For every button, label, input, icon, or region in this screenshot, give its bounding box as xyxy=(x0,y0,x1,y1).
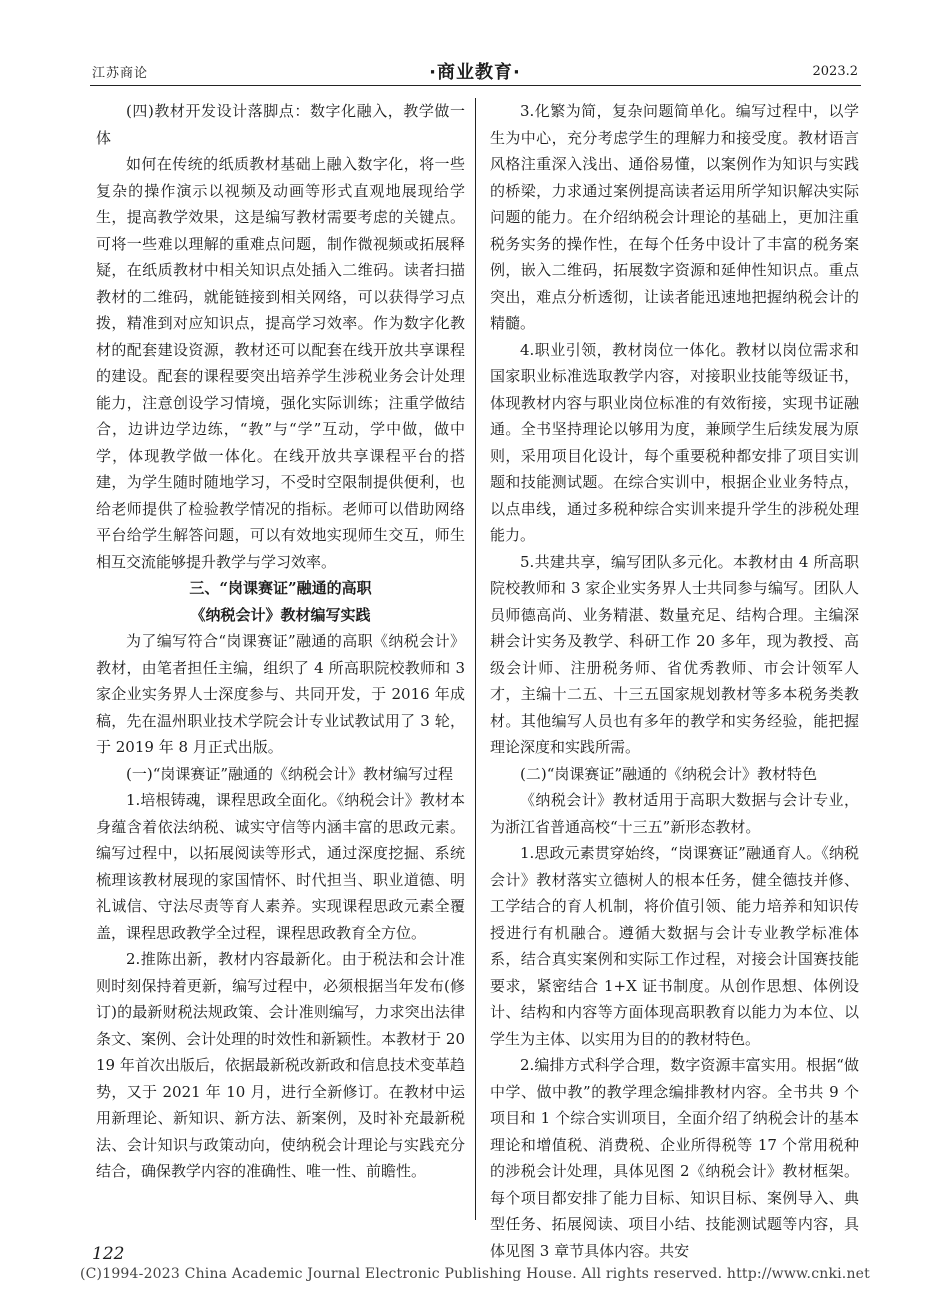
paragraph: 《纳税会计》教材适用于高职大数据与会计专业，为浙江省普通高校“十三五”新形态教材。 xyxy=(490,791,859,836)
paragraph: 为了编写符合“岗课赛证”融通的高职《纳税会计》教材，由笔者担任主编，组织了 4 所高职院校教师和 3 家企业实务界人士深度参与、共同开发，于 2016 年成稿，先在温州职业技术学院会计专业试教试用了 3 轮，于 2019 年 8 月正式出版。 xyxy=(96,632,465,756)
right-column xyxy=(490,98,859,1264)
section-title: ·商业教育· xyxy=(429,62,521,83)
left-column xyxy=(96,98,465,1185)
chapter-heading-line-1: 三、“岗课赛证”融通的高职 xyxy=(189,579,372,597)
paragraph: 4.职业引领，教材岗位一体化。教材以岗位需求和国家职业标准选取教学内容，对接职业技能等级证书，体现教材内容与职业岗位标准的有效衔接，实现书证融通。全书坚持理论以够用为度，兼顾学生后续发展为原则，采用项目化设计，每个重要税种都安排了项目实训题和技能测试题。在综合实训中，根据企业业务特点，以点串线，通过多税种综合实训来提升学生的涉税处理能力。 xyxy=(490,340,859,544)
subsection-heading: (一)“岗课赛证”融通的《纳税会计》教材编写过程 xyxy=(126,764,454,783)
chapter-heading-line-2: 《纳税会计》教材编写实践 xyxy=(190,605,371,624)
column-divider xyxy=(475,98,476,1220)
section-4-heading: (四)教材开发设计落脚点：数字化融入，教学做一体 xyxy=(96,102,465,147)
copyright-footer: (C)1994-2023 China Academic Journal Electronic Publishing House. All rights reserved. http://www.cnki.net xyxy=(79,1266,870,1282)
subsection-heading: (二)“岗课赛证”融通的《纳税会计》教材特色 xyxy=(520,764,818,783)
paragraph: 如何在传统的纸质教材基础上融入数字化，将一些复杂的操作演示以视频及动画等形式直观地展现给学生，提高教学效果，这是编写教材需要考虑的关键点。可将一些难以理解的重难点问题，制作微视频或拓展释疑，在纸质教材中相关知识点处插入二维码。读者扫描教材的二维码，就能链接到相关网络，可以获得学习点拨，精准到对应知识点，提高学习效率。作为数字化教材的配套建设资源，教材还可以配套在线开放共享课程的建设。配套的课程要突出培养学生涉税业务会计处理能力，注意创设学习情境，强化实际训练；注重学做结合，边讲边学边练，“教”与“学”互动，学中做，做中学，体现教学做一体化。在线开放共享课程平台的搭建，为学生随时随地学习，不受时空限制提供便利，也给老师提供了检验教学情况的指标。老师可以借助网络平台给学生解答问题，可以有效地实现师生交互，师生相互交流能够提升教学与学习效率。 xyxy=(96,155,465,571)
paragraph: 1.培根铸魂，课程思政全面化。《纳税会计》教材本身蕴含着依法纳税、诚实守信等内涵丰富的思政元素。编写过程中，以拓展阅读等形式，通过深度挖掘、系统梳理该教材展现的家国情怀、时代担当、职业道德、明礼诚信、守法尽责等育人素养。实现课程思政元素全覆盖，课程思政教学全过程，课程思政教育全方位。 xyxy=(96,791,465,942)
header-rule xyxy=(90,85,861,86)
issue-label: 2023.2 xyxy=(812,64,858,79)
page-number: 122 xyxy=(92,1244,125,1264)
paragraph: 2.推陈出新，教材内容最新化。由于税法和会计准则时刻保持着更新，编写过程中，必须根据当年发布(修订)的最新财税法规政策、会计准则编写，力求突出法律条文、案例、会计处理的时效性和新颖性。本教材于 2019 年首次出版后，依据最新税改新政和信息技术变革趋势，又于 2021 年 10 月，进行全新修订。在教材中运用新理论、新知识、新方法、新案例，及时补充最新税法、会计知识与政策动向，使纳税会计理论与实践充分结合，确保教学内容的准确性、唯一性、前瞻性。 xyxy=(96,950,465,1180)
paragraph: 5.共建共享，编写团队多元化。本教材由 4 所高职院校教师和 3 家企业实务界人士共同参与编写。团队人员师德高尚、业务精湛、数量充足、结构合理。主编深耕会计实务及教学、科研工作 20 多年，现为教授、高级会计师、注册税务师、省优秀教师、市会计领军人才，主编十二五、十三五国家规划教材等多本税务类教材。其他编写人员也有多年的教学和实务经验，能把握理论深度和实践所需。 xyxy=(490,552,859,756)
paragraph: 2.编排方式科学合理，数字资源丰富实用。根据“做中学、做中教”的教学理念编排教材内容。全书共 9 个项目和 1 个综合实训项目，全面介绍了纳税会计的基本理论和增值税、消费税、企业所得税等 17 个常用税种的涉税会计处理，具体见图 2《纳税会计》教材框架。每个项目都安排了能力目标、知识目标、案例导入、典型任务、拓展阅读、项目小结、技能测试题等内容，具体见图 3 章节具体内容。共安 xyxy=(490,1056,859,1260)
paragraph: 1.思政元素贯穿始终，“岗课赛证”融通育人。《纳税会计》教材落实立德树人的根本任务，健全德技并修、工学结合的育人机制，将价值引领、能力培养和知识传授进行有机融合。遵循大数据与会计专业教学标准体系，结合真实案例和实际工作过程，对接会计国赛技能要求，紧密结合 1+X 证书制度。从创作思想、体例设计、结构和内容等方面体现高职教育以能力为本位、以学生为主体、以实用为目的的教材特色。 xyxy=(490,844,859,1048)
journal-name: 江苏商论 xyxy=(92,66,149,81)
paragraph: 3.化繁为简，复杂问题简单化。编写过程中，以学生为中心，充分考虑学生的理解力和接受度。教材语言风格注重深入浅出、通俗易懂，以案例作为知识与实践的桥梁，力求通过案例提高读者运用所学知识解决实际问题的能力。在介绍纳税会计理论的基础上，更加注重税务实务的操作性，在每个任务中设计了丰富的税务案例，嵌入二维码，拓展数字资源和延伸性知识点。重点突出，难点分析透彻，让读者能迅速地把握纳税会计的精髓。 xyxy=(490,102,859,332)
